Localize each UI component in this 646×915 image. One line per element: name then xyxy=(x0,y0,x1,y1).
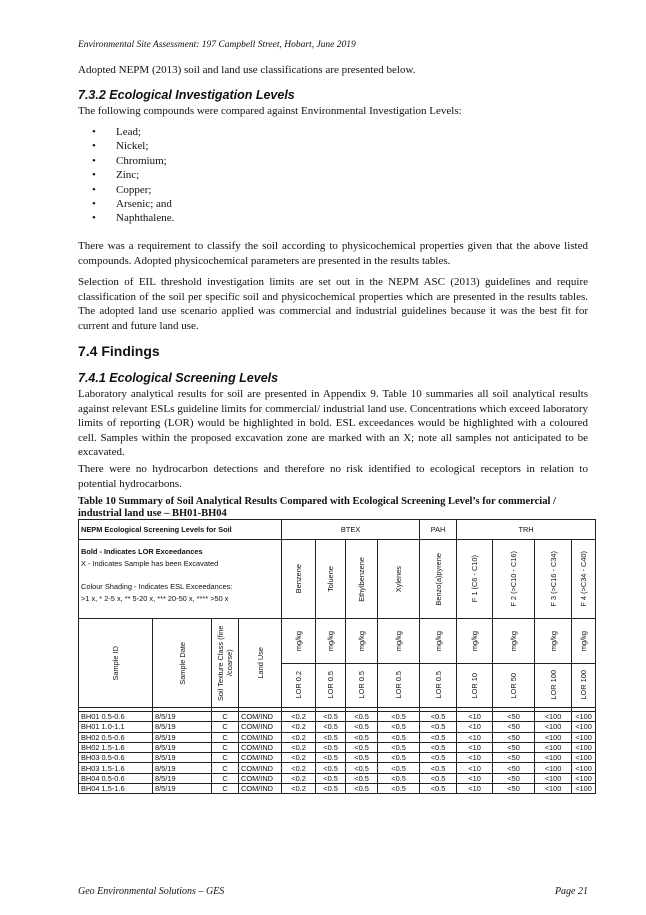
table-cell: <100 xyxy=(535,722,572,732)
table-cell: <0.5 xyxy=(346,784,378,794)
analyte-f4: F 4 (>C34 - C40) xyxy=(572,540,596,619)
table-cell: <10 xyxy=(457,712,493,722)
table-cell: <10 xyxy=(457,763,493,773)
table-row xyxy=(79,712,596,722)
table-cell: BH02 1.5-1.6 xyxy=(79,742,153,752)
table-cell: <0.5 xyxy=(346,773,378,783)
col-sample-date: Sample Date xyxy=(153,619,212,708)
table-cell: BH03 1.5-1.6 xyxy=(79,763,153,773)
table-cell: <0.5 xyxy=(346,742,378,752)
table-cell: <10 xyxy=(457,773,493,783)
table-cell: COM/IND xyxy=(239,722,282,732)
table-cell: <0.5 xyxy=(420,722,457,732)
table-cell: <100 xyxy=(535,742,572,752)
table-cell: BH04 0.5-0.6 xyxy=(79,773,153,783)
analyte-benzene: Benzene xyxy=(282,540,316,619)
table-cell: C xyxy=(212,712,239,722)
analyte-f3: F 3 (>C16 - C34) xyxy=(535,540,572,619)
table-cell: <50 xyxy=(493,732,535,742)
col-sample-id: Sample ID xyxy=(79,619,153,708)
table-cell: <100 xyxy=(572,753,596,763)
section-7-4-1-paragraph-2: There were no hydrocarbon detections and therefore no risk identified to ecological receptors in relation to potential hydrocarbons. xyxy=(78,463,588,490)
legend-excavated: X - Indicates Sample has been Excavated xyxy=(81,559,219,568)
table-cell: <0.5 xyxy=(420,784,457,794)
table-cell: <100 xyxy=(572,763,596,773)
table-cell: <10 xyxy=(457,784,493,794)
table-cell: <0.5 xyxy=(316,773,346,783)
legend-bold: Bold - Indicates LOR Exceedances xyxy=(81,547,203,556)
analyte-xylenes: Xylenes xyxy=(378,540,420,619)
compound-list xyxy=(78,125,588,226)
table-cell: <0.2 xyxy=(282,732,316,742)
table-cell: 8/5/19 xyxy=(153,773,212,783)
table-cell: <100 xyxy=(535,712,572,722)
running-header: Environmental Site Assessment: 197 Campbell Street, Hobart, June 2019 xyxy=(78,40,356,50)
table-cell: <50 xyxy=(493,763,535,773)
section-7-4-1-heading: 7.4.1 Ecological Screening Levels xyxy=(78,371,279,385)
group-trh: TRH xyxy=(457,520,596,540)
table-cell: C xyxy=(212,763,239,773)
table-cell: COM/IND xyxy=(239,753,282,763)
table-cell: <0.5 xyxy=(378,784,420,794)
table-cell: <0.5 xyxy=(346,722,378,732)
table-row xyxy=(79,722,596,732)
table-cell: <0.5 xyxy=(378,773,420,783)
table-row xyxy=(79,773,596,783)
table-cell: <0.5 xyxy=(420,712,457,722)
table-cell: <100 xyxy=(572,784,596,794)
page-footer xyxy=(78,886,588,897)
analyte-f1: F 1 (C6 - C10) xyxy=(457,540,493,619)
table-cell: COM/IND xyxy=(239,763,282,773)
lor-cell: LOR 0.5 xyxy=(378,663,420,708)
table-cell: <0.2 xyxy=(282,742,316,752)
table-cell: <50 xyxy=(493,722,535,732)
table-cell: <50 xyxy=(493,784,535,794)
table-cell: 8/5/19 xyxy=(153,722,212,732)
table-cell: C xyxy=(212,732,239,742)
unit-cell: mg/kg xyxy=(420,619,457,664)
intro-paragraph: Adopted NEPM (2013) soil and land use classifications are presented below. xyxy=(78,64,416,76)
table-cell: <0.5 xyxy=(316,732,346,742)
section-7-3-2-paragraph-1: There was a requirement to classify the soil according to physicochemical properties given that the above listed compounds. Adopted physicochemical parameters are presented in the results tables. xyxy=(78,240,588,267)
footer-company: Geo Environmental Solutions – GES xyxy=(78,886,225,897)
table-row xyxy=(79,753,596,763)
table-cell: <100 xyxy=(535,753,572,763)
table-cell: <0.5 xyxy=(316,722,346,732)
table-cell: BH02 0.5-0.6 xyxy=(79,732,153,742)
table-body xyxy=(79,712,596,794)
unit-cell: mg/kg xyxy=(572,619,596,664)
table-title: NEPM Ecological Screening Levels for Soil xyxy=(79,520,282,540)
table-cell: <0.5 xyxy=(346,712,378,722)
table-cell: <100 xyxy=(572,722,596,732)
list-item: • Arsenic; and xyxy=(78,197,588,211)
lor-cell: LOR 0.5 xyxy=(316,663,346,708)
section-7-4-1-paragraph-1: Laboratory analytical results for soil are presented in Appendix 9. Table 10 summaries all soil analytical results against relevant ESLs guideline limits for commercial/ industrial land use. Concentrations which exceed laboratory limits of reporting (LOR) would be highlighted in bold. ESL exceedances would be highlighted with a coloured cell. Samples within the proposed excavation zone are marked with an X; note all samples not anticipated to be excavated. xyxy=(78,388,588,459)
table-cell: <0.2 xyxy=(282,773,316,783)
table-cell: 8/5/19 xyxy=(153,742,212,752)
table-caption: Table 10 Summary of Soil Analytical Results Compared with Ecological Screening Level’s for commercial / industrial land use – BH01-BH04 xyxy=(78,496,556,519)
list-item: • Chromium; xyxy=(78,154,588,168)
table-legend xyxy=(79,540,282,619)
list-item: • Nickel; xyxy=(78,139,588,153)
table-cell: <0.5 xyxy=(316,742,346,752)
section-7-3-2-heading: 7.3.2 Ecological Investigation Levels xyxy=(78,88,295,102)
group-btex: BTEX xyxy=(282,520,420,540)
table-cell: <0.5 xyxy=(378,722,420,732)
table-cell: <50 xyxy=(493,753,535,763)
table-cell: C xyxy=(212,784,239,794)
unit-cell: mg/kg xyxy=(457,619,493,664)
table-cell: <0.5 xyxy=(316,784,346,794)
table-cell: <100 xyxy=(572,742,596,752)
lor-cell: LOR 0.2 xyxy=(282,663,316,708)
table-cell: <0.5 xyxy=(346,763,378,773)
page-number: Page 21 xyxy=(554,886,588,897)
table-cell: <50 xyxy=(493,773,535,783)
table-row xyxy=(79,763,596,773)
table-cell: <0.2 xyxy=(282,722,316,732)
unit-cell: mg/kg xyxy=(378,619,420,664)
table-cell: COM/IND xyxy=(239,784,282,794)
legend-shading: Colour Shading - Indicates ESL Exceedances: xyxy=(81,582,233,591)
unit-cell: mg/kg xyxy=(316,619,346,664)
table-cell: <100 xyxy=(572,712,596,722)
list-item: • Naphthalene. xyxy=(78,211,588,225)
table-cell: <0.5 xyxy=(316,712,346,722)
table-cell: <10 xyxy=(457,742,493,752)
table-cell: <0.5 xyxy=(346,732,378,742)
table-cell: <100 xyxy=(535,732,572,742)
table-cell: <100 xyxy=(535,773,572,783)
analyte-ethylbenzene: Ethylbenzene xyxy=(346,540,378,619)
table-cell: 8/5/19 xyxy=(153,732,212,742)
table-cell: <0.5 xyxy=(316,753,346,763)
table-cell: <0.5 xyxy=(378,763,420,773)
list-item: • Lead; xyxy=(78,125,588,139)
lor-cell: LOR 0.5 xyxy=(346,663,378,708)
section-7-4-heading: 7.4 Findings xyxy=(78,343,160,359)
analyte-benzo-a-pyrene: Benzo(a)pyrene xyxy=(420,540,457,619)
list-item: • Zinc; xyxy=(78,168,588,182)
group-pah: PAH xyxy=(420,520,457,540)
legend-factors: >1 x, * 2-5 x, ** 5-20 x, *** 20-50 x, **** >50 x xyxy=(81,594,229,603)
analyte-f2: F 2 (>C10 - C16) xyxy=(493,540,535,619)
table-cell: BH04 1.5-1.6 xyxy=(79,784,153,794)
table-cell: <0.5 xyxy=(420,773,457,783)
table-row xyxy=(79,784,596,794)
list-item: • Copper; xyxy=(78,183,588,197)
table-cell: C xyxy=(212,773,239,783)
table-cell: 8/5/19 xyxy=(153,784,212,794)
table-row xyxy=(79,732,596,742)
table-cell: <0.5 xyxy=(378,712,420,722)
table-cell: <0.5 xyxy=(420,742,457,752)
section-7-3-2-lead: The following compounds were compared against Environmental Investigation Levels: xyxy=(78,105,462,117)
table-cell: <50 xyxy=(493,742,535,752)
analyte-toluene: Toluene xyxy=(316,540,346,619)
table-cell: <0.5 xyxy=(316,763,346,773)
section-7-3-2-paragraph-2: Selection of EIL threshold investigation limits are set out in the NEPM ASC (2013) guidelines and require classification of the soil per specific soil and physicochemical properties which are presented in the results tables. The adopted land use scenario applied was commercial and industrial guidelines because it was the best fit for current and future land use. xyxy=(78,276,588,332)
table-cell: COM/IND xyxy=(239,732,282,742)
table-cell: <0.5 xyxy=(378,732,420,742)
table-cell: <0.2 xyxy=(282,753,316,763)
table-cell: 8/5/19 xyxy=(153,763,212,773)
unit-cell: mg/kg xyxy=(535,619,572,664)
table-cell: C xyxy=(212,753,239,763)
table-cell: C xyxy=(212,722,239,732)
table-cell: <100 xyxy=(572,732,596,742)
table-cell: <100 xyxy=(572,773,596,783)
table-cell: <0.2 xyxy=(282,712,316,722)
results-table xyxy=(78,519,596,794)
unit-cell: mg/kg xyxy=(346,619,378,664)
table-cell: <10 xyxy=(457,753,493,763)
table-cell: <0.5 xyxy=(378,753,420,763)
lor-cell: LOR 100 xyxy=(535,663,572,708)
table-cell: <0.2 xyxy=(282,784,316,794)
table-cell: BH01 1.0-1.1 xyxy=(79,722,153,732)
lor-cell: LOR 0.5 xyxy=(420,663,457,708)
table-cell: <0.5 xyxy=(420,732,457,742)
lor-cell: LOR 100 xyxy=(572,663,596,708)
table-cell: COM/IND xyxy=(239,712,282,722)
table-cell: <0.5 xyxy=(420,763,457,773)
table-row xyxy=(79,742,596,752)
unit-cell: mg/kg xyxy=(493,619,535,664)
table-cell: <0.5 xyxy=(346,753,378,763)
table-cell: <0.5 xyxy=(420,753,457,763)
unit-cell: mg/kg xyxy=(282,619,316,664)
table-cell: <100 xyxy=(535,763,572,773)
table-cell: 8/5/19 xyxy=(153,712,212,722)
table-cell: <0.2 xyxy=(282,763,316,773)
table-cell: BH01 0.5-0.6 xyxy=(79,712,153,722)
col-land-use: Land Use xyxy=(239,619,282,708)
table-cell: <100 xyxy=(535,784,572,794)
table-cell: <0.5 xyxy=(378,742,420,752)
table-cell: BH03 0.5-0.6 xyxy=(79,753,153,763)
table-cell: <10 xyxy=(457,722,493,732)
table-cell: COM/IND xyxy=(239,742,282,752)
lor-cell: LOR 10 xyxy=(457,663,493,708)
col-soil-texture: Soil Texture Class (fine /coarse) xyxy=(212,619,239,708)
table-cell: <10 xyxy=(457,732,493,742)
table-cell: COM/IND xyxy=(239,773,282,783)
lor-cell: LOR 50 xyxy=(493,663,535,708)
table-cell: C xyxy=(212,742,239,752)
table-cell: 8/5/19 xyxy=(153,753,212,763)
table-cell: <50 xyxy=(493,712,535,722)
